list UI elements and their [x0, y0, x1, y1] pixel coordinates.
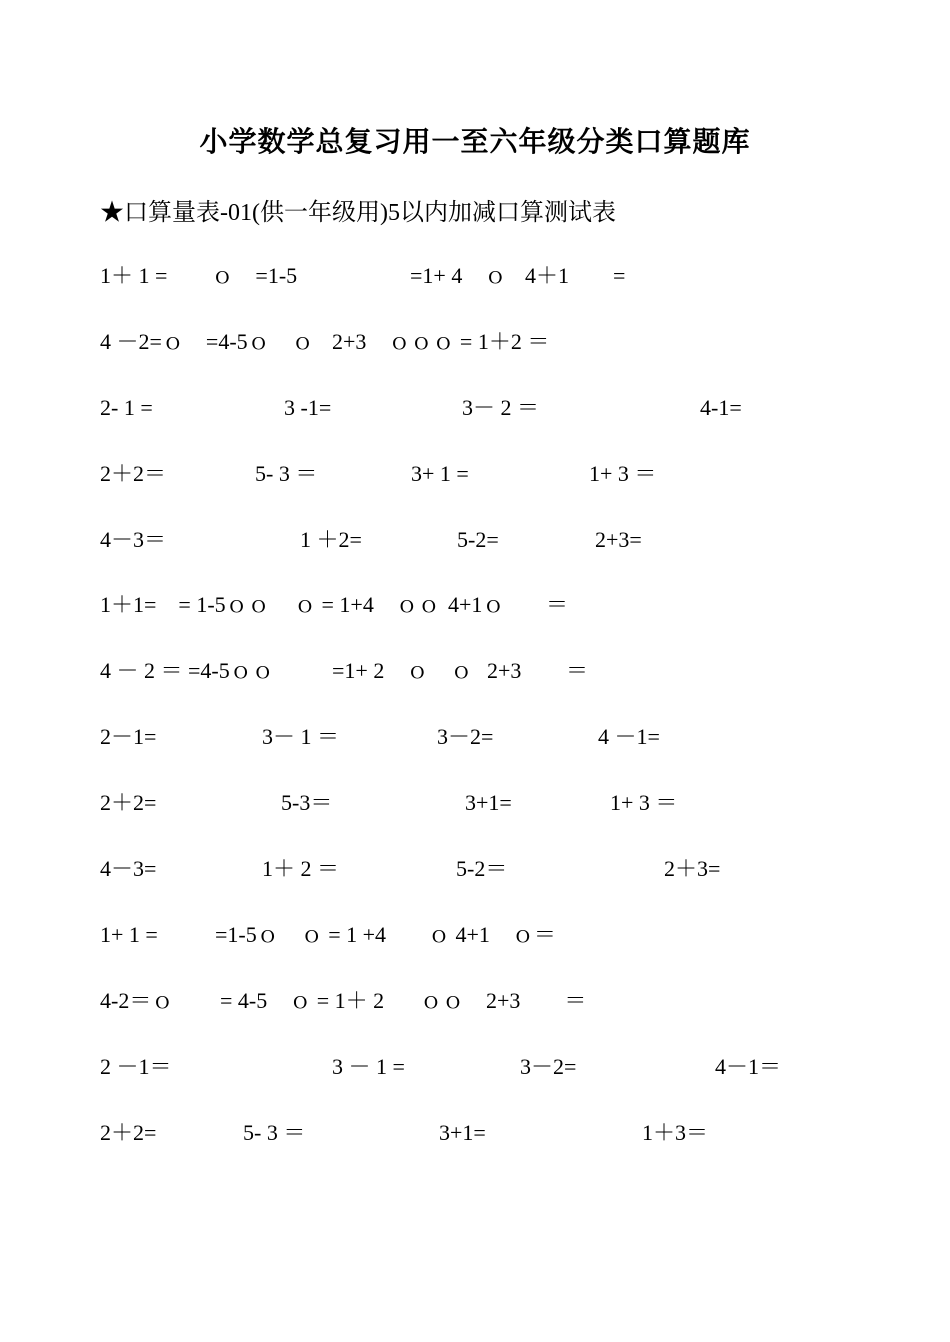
problem-cell: 3+1= [465, 790, 512, 815]
problem-row-4 [0, 457, 950, 491]
problem-cell: = 4-5 ｏ = 1＋ 2 [220, 988, 385, 1013]
problem-cell: 4 － 2 ＝ =4-5ｏｏ [100, 658, 274, 683]
problem-row-1 [0, 259, 950, 293]
problem-cell: 1+ 1 = [100, 922, 158, 947]
problem-row-7 [0, 654, 950, 688]
problem-cell: 1+ 3 ＝ [610, 790, 678, 815]
problem-cell: 5- 3 ＝ [255, 461, 318, 486]
problem-cell: 4－1＝ [715, 1054, 782, 1079]
problem-cell: 2＋3= [664, 856, 721, 881]
problem-cell: 1＋1= = 1-5ｏｏ [100, 592, 270, 617]
problem-cell: 2+3 [487, 658, 522, 683]
problem-cell: 4－3= [100, 856, 157, 881]
problem-cell: 4-1= [700, 395, 742, 420]
problem-row-2 [0, 325, 950, 359]
problem-cell: 4＋1 = [525, 263, 626, 288]
problem-row-5 [0, 523, 950, 557]
problem-row-13 [0, 1050, 950, 1084]
problem-cell: 4 －1= [598, 724, 660, 749]
problem-cell: 3－2= [520, 1054, 577, 1079]
page-title: 小学数学总复习用一至六年级分类口算题库 [199, 127, 751, 158]
problem-row-10 [0, 852, 950, 886]
problem-cell: 2+3 ｏｏｏ = 1＋2 ＝ [332, 329, 550, 354]
problem-cell: 5-3＝ [281, 790, 333, 815]
problem-cell: 2+3 ＝ [486, 988, 587, 1013]
problem-cell: 1＋ 1 = ｏ =1-5 [100, 263, 298, 288]
problem-cell: 3+1= [439, 1120, 486, 1145]
problem-cell: 2- 1 = [100, 395, 153, 420]
problem-cell: 2＋2= [100, 1120, 157, 1145]
problem-cell: 2+3= [595, 527, 642, 552]
problem-row-9 [0, 786, 950, 820]
problem-cell: 1＋3＝ [642, 1120, 709, 1145]
problem-cell: ｏ = 1+4 ｏｏ [294, 592, 440, 617]
problem-row-3 [0, 391, 950, 425]
problem-cell: 5- 3 ＝ [243, 1120, 306, 1145]
problem-cell: =1-5ｏ ｏ = 1 +4 [215, 922, 387, 947]
problem-cell: 3+ 1 = [411, 461, 469, 486]
problem-cell: ＝ [546, 592, 569, 617]
problem-cell: ＝ [566, 658, 589, 683]
problem-cell: 3 -1= [284, 395, 332, 420]
problem-cell: 4 －2=ｏ =4-5ｏ ｏ [100, 329, 314, 354]
problem-cell: 1 ＋2= [300, 527, 362, 552]
problem-cell: 3－2= [437, 724, 494, 749]
problem-cell: 2＋2＝ [100, 461, 167, 486]
problem-row-11 [0, 918, 950, 952]
problem-cell: 4－3＝ [100, 527, 167, 552]
problem-cell: 3－ 2 ＝ [462, 395, 540, 420]
problem-cell: =1+ 4 ｏ [410, 263, 507, 288]
problem-row-6 [0, 588, 950, 622]
problem-cell: 2＋2= [100, 790, 157, 815]
problem-row-8 [0, 720, 950, 754]
problem-cell: 1+ 3 ＝ [589, 461, 657, 486]
problem-cell: 2 －1＝ [100, 1054, 172, 1079]
problem-row-12 [0, 984, 950, 1018]
problem-cell: 2－1= [100, 724, 157, 749]
worksheet-subtitle: ★口算量表-01(供一年级用)5以内加减口算测试表 [100, 200, 616, 226]
problem-cell: 3 － 1 = [332, 1054, 405, 1079]
problem-cell: 1＋ 2 ＝ [262, 856, 340, 881]
problem-cell: =1+ 2 ｏ ｏ [332, 658, 473, 683]
problem-cell: 3－ 1 ＝ [262, 724, 340, 749]
problem-cell: ｏ 4+1 ｏ＝ [428, 922, 556, 947]
problem-row-14 [0, 1116, 950, 1150]
problem-cell: ｏｏ [420, 988, 465, 1013]
problem-cell: 4+1ｏ [448, 592, 505, 617]
problem-cell: 5-2= [457, 527, 499, 552]
problem-cell: 5-2＝ [456, 856, 508, 881]
problem-cell: 4-2＝ｏ [100, 988, 174, 1013]
